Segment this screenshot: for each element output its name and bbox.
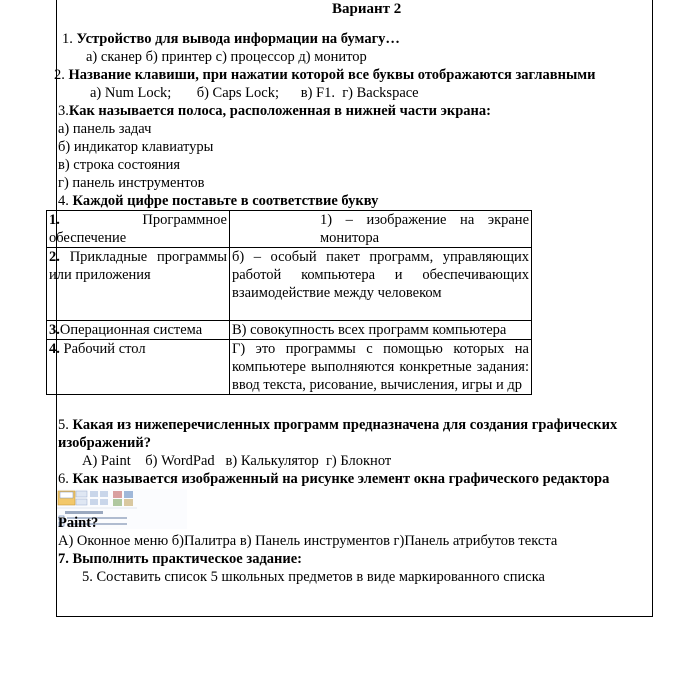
q3-number: 3. [58,103,69,119]
q5-text-line2: изображений? [58,435,151,451]
question-5 [58,416,617,434]
q2-text: Название клавиши, при нажатии которой все буквы отображаются заглавными [68,67,596,83]
q6-options: А) Оконное меню б)Палитра в) Панель инструментов г)Панель атрибутов текста [58,533,558,549]
row-right-text: б) – особый пакет программ, управляющих работой компьютера и обеспечивающих взаимодействие между человеком [232,249,529,301]
row-number: 4. [49,341,60,357]
table-cell-left [47,321,230,340]
table-cell-right [230,340,532,395]
q6-text-line1: Как называется изображенный на рисунке элемент окна графического редактора [72,471,610,487]
row-left-text: Рабочий стол [63,341,146,357]
q4-number: 4. [58,193,69,209]
q6-text-line2: Paint? [58,515,99,531]
q2-options: а) Num Lock; б) Caps Lock; в) F1. г) Backspace [90,85,419,101]
q1-number: 1. [62,31,73,47]
q6-number: 6. [58,471,69,487]
table-cell-right [230,211,532,248]
q3-option-d: г) панель инструментов [58,175,205,191]
table-row [47,340,532,395]
q3-option-a: а) панель задач [58,121,152,137]
table-row [47,248,532,321]
row-left-text: Прикладные программы или приложения [49,249,227,283]
question-4 [58,192,378,210]
q5-number: 5. [58,417,69,433]
q1-options: а) сканер б) принтер с) процессор д) монитор [86,49,367,65]
variant-title: Вариант 2 [332,1,402,17]
q5-text-line1: Какая из нижеперечисленных программ предназначена для создания графических [72,417,618,433]
question-1 [62,30,400,48]
table-cell-left [47,248,230,321]
q1-text: Устройство для вывода информации на бумагу… [76,31,400,47]
q7-task: 5. Составить список 5 школьных предметов в виде маркированного списка [82,569,545,585]
q4-text: Каждой цифре поставьте в соответствие букву [72,193,379,209]
table-row [47,321,532,340]
q3-text: Как называется полоса, расположенная в нижней части экрана: [68,103,491,119]
table-cell-right [230,248,532,321]
table-cell-left [47,340,230,395]
row-right-text: Г) это программы с помощью которых на компьютере выполняются конкретные задания: ввод текста, рисование, вычисления, игры и др [232,341,529,393]
row-number: 3. [49,322,60,338]
question-6 [58,470,609,488]
row-right-text: 1) – изображение на экране монитора [320,212,529,246]
row-left-text: Программное обеспечение [49,212,227,246]
q3-option-c: в) строка состояния [58,157,181,173]
q2-number: 2. [54,67,65,83]
q3-option-b: б) индикатор клавиатуры [58,139,214,155]
question-2 [54,66,596,84]
question-3 [58,102,491,120]
table-row [47,211,532,248]
row-number: 1. [49,212,60,228]
row-right-text: В) совокупность всех программ компьютера [232,322,507,338]
question-7 [58,550,302,568]
row-number: 2. [49,249,60,265]
q7-number: 7. [58,551,69,567]
q7-text: Выполнить практическое задание: [72,551,303,567]
table-cell-right [230,321,532,340]
row-left-text: Операционная система [59,322,203,338]
table-cell-left [47,211,230,248]
q5-options: А) Paint б) WordPad в) Калькулятор г) Блокнот [82,453,392,469]
matching-table [46,210,532,395]
